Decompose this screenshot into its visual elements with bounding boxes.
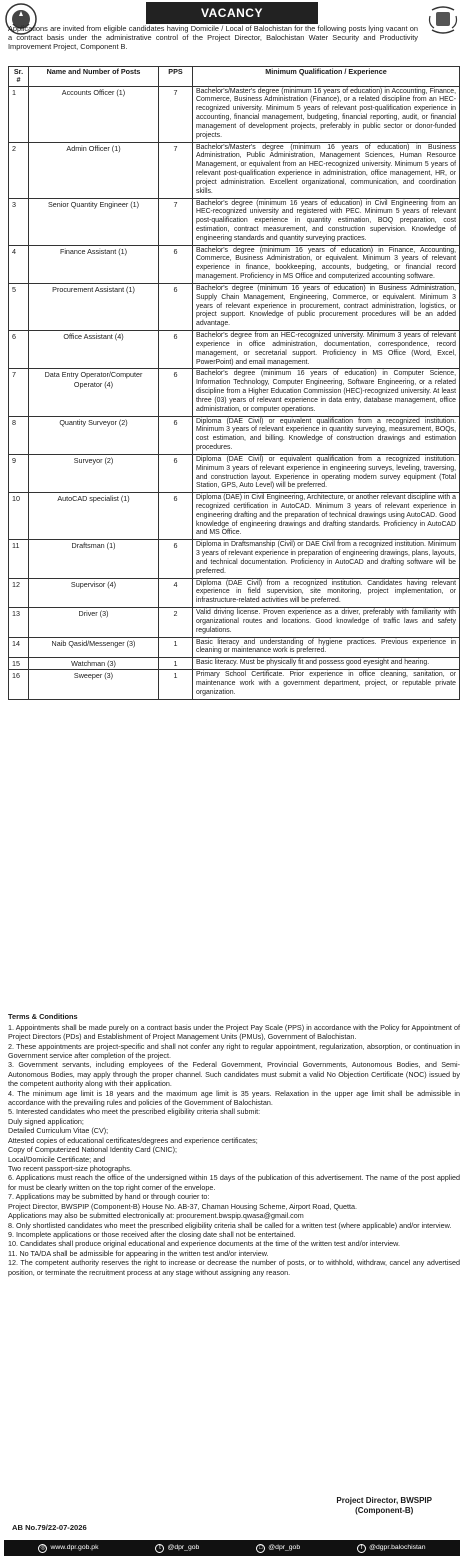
globe-icon: ◎	[40, 1544, 46, 1551]
cell-pps: 6	[159, 493, 193, 540]
terms-item: 6. Applications must reach the office of the undersigned within 15 days of the publication of this advertisement. The name of the post applied for must be clearly written on the top right corner of the envelope.	[8, 1173, 460, 1192]
cell-qualification: Bachelor's degree (minimum 16 years of education) in Computer Science, Information Technology, Computer Engineering, Software Engineering, or a related discipline from a Higher Education Commission (HEC)-recognized university. At least three (03) years of relevant experience in data entry, database management, office administration, or computer operations.	[193, 369, 460, 416]
cell-post: Naib Qasid/Messenger (3)	[29, 637, 159, 658]
cell-pps: 7	[159, 86, 193, 142]
cell-pps: 7	[159, 142, 193, 198]
table-row	[9, 86, 460, 142]
signatory-title: Project Director, BWSPIP	[336, 1496, 432, 1505]
cell-qualification: Bachelor's degree (minimum 16 years of education) in Civil Engineering from an HEC-recognized university and registered with PEC. Minimum 5 years of relevant post-qualification experience in quantity estimation, BOQ preparation, cost estimation, contract measurement, and construction supervision. Knowledge of engineering standards and quantity surveying practices.	[193, 198, 460, 245]
col-header-sr: Sr. #	[9, 67, 29, 87]
cell-sr: 16	[9, 670, 29, 699]
cell-post: Watchman (3)	[29, 658, 159, 670]
table-row	[9, 198, 460, 245]
col-header-post: Name and Number of Posts	[29, 67, 159, 87]
col-header-qualification: Minimum Qualification / Experience	[193, 67, 460, 87]
footer-item[interactable]	[155, 1544, 199, 1553]
terms-item: 10. Candidates shall produce original educational and experience documents at the time of the written test and/or interview.	[8, 1239, 400, 1249]
table-row	[9, 608, 460, 637]
twitter-icon: t	[155, 1544, 164, 1553]
signatory-component: (Component-B)	[355, 1506, 414, 1516]
cell-post: Procurement Assistant (1)	[29, 283, 159, 330]
table-row	[9, 283, 460, 330]
cell-sr: 12	[9, 578, 29, 607]
cell-sr: 14	[9, 637, 29, 658]
cell-qualification: Bachelor's degree (minimum 16 years of education) in Business Administration, Supply Chain Management, Engineering, Commerce, or equivalent. Minimum 3 years of relevant experience in procurement, contract administration, logistics, or project support. Knowledge of public procurement procedures will be an added advantage.	[193, 283, 460, 330]
cell-pps: 4	[159, 578, 193, 607]
footer-item[interactable]	[256, 1544, 300, 1553]
cell-qualification: Diploma (DAE Civil) from a recognized institution. Candidates having relevant experience in field supervision, site monitoring, project implementation, or infrastructure-related activities will be preferred.	[193, 578, 460, 607]
terms-item: 8. Only shortlisted candidates who meet the prescribed eligibility criteria shall be called for a written test (where applicable) and/or interview.	[8, 1220, 452, 1230]
footer-bar	[4, 1540, 460, 1556]
facebook-icon: f	[357, 1544, 366, 1553]
terms-item: 5. Interested candidates who meet the prescribed eligibility criteria shall submit:	[8, 1107, 261, 1117]
cell-qualification: Bachelor's degree (minimum 16 years of education) in Finance, Accounting, Commerce, Business Administration, or equivalent. Minimum 3 years of relevant experience in finance, bookkeeping, accounts, budgeting, or financial record management. Proficiency in MS Office and computerized accounting software.	[193, 245, 460, 283]
cell-qualification: Valid driving license. Proven experience as a driver, preferably with familiarity with organizational routes and locations. Good knowledge of traffic laws and safety regulations.	[193, 608, 460, 637]
vacancy-title: VACANCY	[146, 2, 318, 24]
cell-post: Data Entry Operator/Computer Operator (4)	[29, 369, 159, 416]
table-row	[9, 245, 460, 283]
table-row	[9, 416, 460, 454]
terms-and-conditions	[8, 1012, 460, 1277]
cell-sr: 8	[9, 416, 29, 454]
cell-qualification: Bachelor's degree from an HEC-recognized university. Minimum 3 years of relevant experience in office administration, documentation, correspondence, record management, or secretarial support. Proficiency in MS Office (Word, Excel, PowerPoint) and email management.	[193, 331, 460, 369]
government-emblem-right-icon	[426, 2, 460, 36]
cell-post: Senior Quantity Engineer (1)	[29, 198, 159, 245]
terms-item: 12. The competent authority reserves the right to increase or decrease the number of posts, or to withhold, withdraw, cancel any advertised position, or terminate the recruitment process at any stage without assigning any reason.	[8, 1258, 460, 1277]
cell-qualification: Bachelor's/Master's degree (minimum 16 years of education) in Accounting, Finance, Commerce, Business Administration (Finance), or a related discipline from an HEC-recognized university. Minimum 5 years of relevant post-qualification experience in accounting, financial management, budgeting, financial reporting, audit, or financial management of development projects, preferably in public sector or donor-funded projects.	[193, 86, 460, 142]
terms-item: 7. Applications may be submitted by hand or through courier to:	[8, 1192, 210, 1202]
cell-pps: 6	[159, 245, 193, 283]
cell-pps: 1	[159, 637, 193, 658]
cell-post: Accounts Officer (1)	[29, 86, 159, 142]
cell-pps: 6	[159, 540, 193, 578]
footer-item-text: @dpr_gob	[167, 1543, 200, 1551]
table-row	[9, 637, 460, 658]
table-row	[9, 142, 460, 198]
instagram-icon: □	[256, 1544, 265, 1553]
cell-qualification: Primary School Certificate. Prior experience in office cleaning, sanitation, or maintenance work with a government department, project, or reputable private organization.	[193, 670, 460, 699]
cell-sr: 4	[9, 245, 29, 283]
footer-item-text: @dgpr.balochistan	[369, 1543, 426, 1551]
cell-pps: 6	[159, 454, 193, 492]
cell-sr: 11	[9, 540, 29, 578]
cell-pps: 7	[159, 198, 193, 245]
cell-pps: 6	[159, 283, 193, 330]
footer-item[interactable]	[357, 1544, 425, 1553]
cell-qualification: Diploma in Draftsmanship (Civil) or DAE Civil from a recognized institution. Minimum 3 years of relevant experience in preparation of engineering drawings, plans, layouts, and technical documentation. Proficiency in AutoCAD and drafting software will be preferred.	[193, 540, 460, 578]
cell-post: Admin Officer (1)	[29, 142, 159, 198]
cell-post: Office Assistant (4)	[29, 331, 159, 369]
cell-post: Sweeper (3)	[29, 670, 159, 699]
cell-sr: 13	[9, 608, 29, 637]
terms-item: Local/Domicile Certificate; and	[8, 1154, 106, 1164]
cell-sr: 6	[9, 331, 29, 369]
cell-qualification: Diploma (DAE Civil) or equivalent qualification from a recognized institution. Minimum 3 years of relevant experience in engineering surveys, leveling, traversing, and construction layout. Experience in operating modern survey equipment (Total Station, GPS, Auto Level) will be preferred.	[193, 454, 460, 492]
signature-block	[336, 1496, 432, 1517]
cell-qualification: Diploma (DAE) in Civil Engineering, Architecture, or another relevant discipline with a recognized certification in AutoCAD. Minimum 3 years of relevant experience in engineering drafting and the preparation of technical drawings using AutoCAD. Good knowledge of engineering drawings and drafting standards. Proficiency in AutoCAD and MS Office.	[193, 493, 460, 540]
terms-item: 1. Appointments shall be made purely on a contract basis under the Project Pay Scale (PPS) in accordance with the Policy for Appointment of Project Directors (PDs) and Establishment of Project Management Units (PMUs), Government of Balochistan.	[8, 1022, 460, 1042]
table-row	[9, 578, 460, 607]
cell-sr: 2	[9, 142, 29, 198]
table-row	[9, 670, 460, 699]
col-header-pps: PPS	[159, 67, 193, 87]
cell-post: Draftsman (1)	[29, 540, 159, 578]
terms-item: 11. No TA/DA shall be admissible for appearing in the written test and/or interview.	[8, 1248, 269, 1258]
cell-pps: 1	[159, 658, 193, 670]
cell-sr: 5	[9, 283, 29, 330]
cell-sr: 1	[9, 86, 29, 142]
cell-sr: 9	[9, 454, 29, 492]
cell-sr: 10	[9, 493, 29, 540]
cell-post: Quantity Surveyor (2)	[29, 416, 159, 454]
table-row	[9, 658, 460, 670]
cell-post: Supervisor (4)	[29, 578, 159, 607]
cell-post: Finance Assistant (1)	[29, 245, 159, 283]
terms-item: Project Director, BWSPIP (Component-B) House No. AB-37, Chaman Housing Scheme, Airport Road, Quetta.	[8, 1201, 358, 1211]
terms-item: 9. Incomplete applications or those received after the closing date shall not be entertained.	[8, 1229, 296, 1239]
cell-post: AutoCAD specialist (1)	[29, 493, 159, 540]
vacancy-table	[8, 66, 460, 700]
footer-item-text: @dpr_gob	[268, 1543, 301, 1551]
terms-item: Copy of Computerized National Identity Card (CNIC);	[8, 1145, 177, 1155]
terms-item: Attested copies of educational certificates/degrees and experience certificates;	[8, 1135, 258, 1145]
cell-pps: 1	[159, 670, 193, 699]
terms-heading: Terms & Conditions	[8, 1012, 78, 1021]
vacancy-table-body	[9, 86, 460, 699]
cell-qualification: Basic literacy. Must be physically fit and possess good eyesight and hearing.	[193, 658, 460, 670]
footer-item[interactable]	[38, 1544, 98, 1553]
table-row	[9, 454, 460, 492]
cell-sr: 7	[9, 369, 29, 416]
cell-pps: 6	[159, 331, 193, 369]
cell-post: Driver (3)	[29, 608, 159, 637]
ad-header	[4, 2, 460, 52]
terms-item: 4. The minimum age limit is 18 years and the maximum age limit is 35 years. Relaxation in the upper age limit shall be admissible in accordance with the prevailing rules and policies of the Government of Balochistan.	[8, 1088, 460, 1108]
cell-qualification: Diploma (DAE Civil) or equivalent qualification from a recognized institution. Minimum 3 years of relevant experience in quantity surveying, measurement, BOQs, cost estimation, and billing. Knowledge of construction drawings and estimation procedures.	[193, 416, 460, 454]
cell-pps: 6	[159, 369, 193, 416]
cell-pps: 6	[159, 416, 193, 454]
table-row	[9, 369, 460, 416]
cell-post: Surveyor (2)	[29, 454, 159, 492]
terms-item: 2. These appointments are project-specific and shall not confer any right to regular appointment, regularization, absorption, or continuation in Government service after completion of the project.	[8, 1041, 460, 1060]
intro-text: Applications are invited from eligible candidates having Domicile / Local of Balochistan for the following posts lying vacant on a contract basis under the administrative control of the Project Director, Balochistan Water Security and Productivity Improvement Project, Component B.	[8, 24, 418, 52]
terms-item: Detailed Curriculum Vitae (CV);	[8, 1126, 109, 1136]
cell-qualification: Basic literacy and understanding of hygiene practices. Previous experience in cleaning or maintenance work is preferred.	[193, 637, 460, 658]
vacancy-advertisement	[4, 2, 460, 1556]
terms-list	[8, 1023, 460, 1277]
terms-item: 3. Government servants, including employees of the Federal Government, Provincial Governments, Autonomous Bodies, and Semi-Autonomous Bodies, may apply through the proper channel. Such candidates must submit a valid No Objection Certificate (NOC) issued by the competent authority along with their application.	[8, 1060, 460, 1089]
table-row	[9, 493, 460, 540]
ad-number: AB No.79/22-07-2026	[12, 1523, 87, 1532]
cell-sr: 15	[9, 658, 29, 670]
footer-item-text: www.dpr.gob.pk	[50, 1543, 99, 1551]
cell-qualification: Bachelor's/Master's degree (minimum 16 years of education) in Business Administration, Public Administration, Management Sciences, Human Resource Management, or equivalent from an HEC-recognized university. Minimum 5 years of relevant post-qualification experience in administration, office management, HR, or project administration. Excellent organizational, communication, and coordination skills.	[193, 142, 460, 198]
table-header-row	[9, 67, 460, 87]
table-row	[9, 540, 460, 578]
terms-item: Applications may also be submitted electronically at: procurement.bwspip.qwasa@gmail.com	[8, 1211, 304, 1221]
terms-item: Duly signed application;	[8, 1116, 84, 1126]
cell-sr: 3	[9, 198, 29, 245]
table-row	[9, 331, 460, 369]
terms-item: Two recent passport-size photographs.	[8, 1164, 132, 1174]
cell-pps: 2	[159, 608, 193, 637]
